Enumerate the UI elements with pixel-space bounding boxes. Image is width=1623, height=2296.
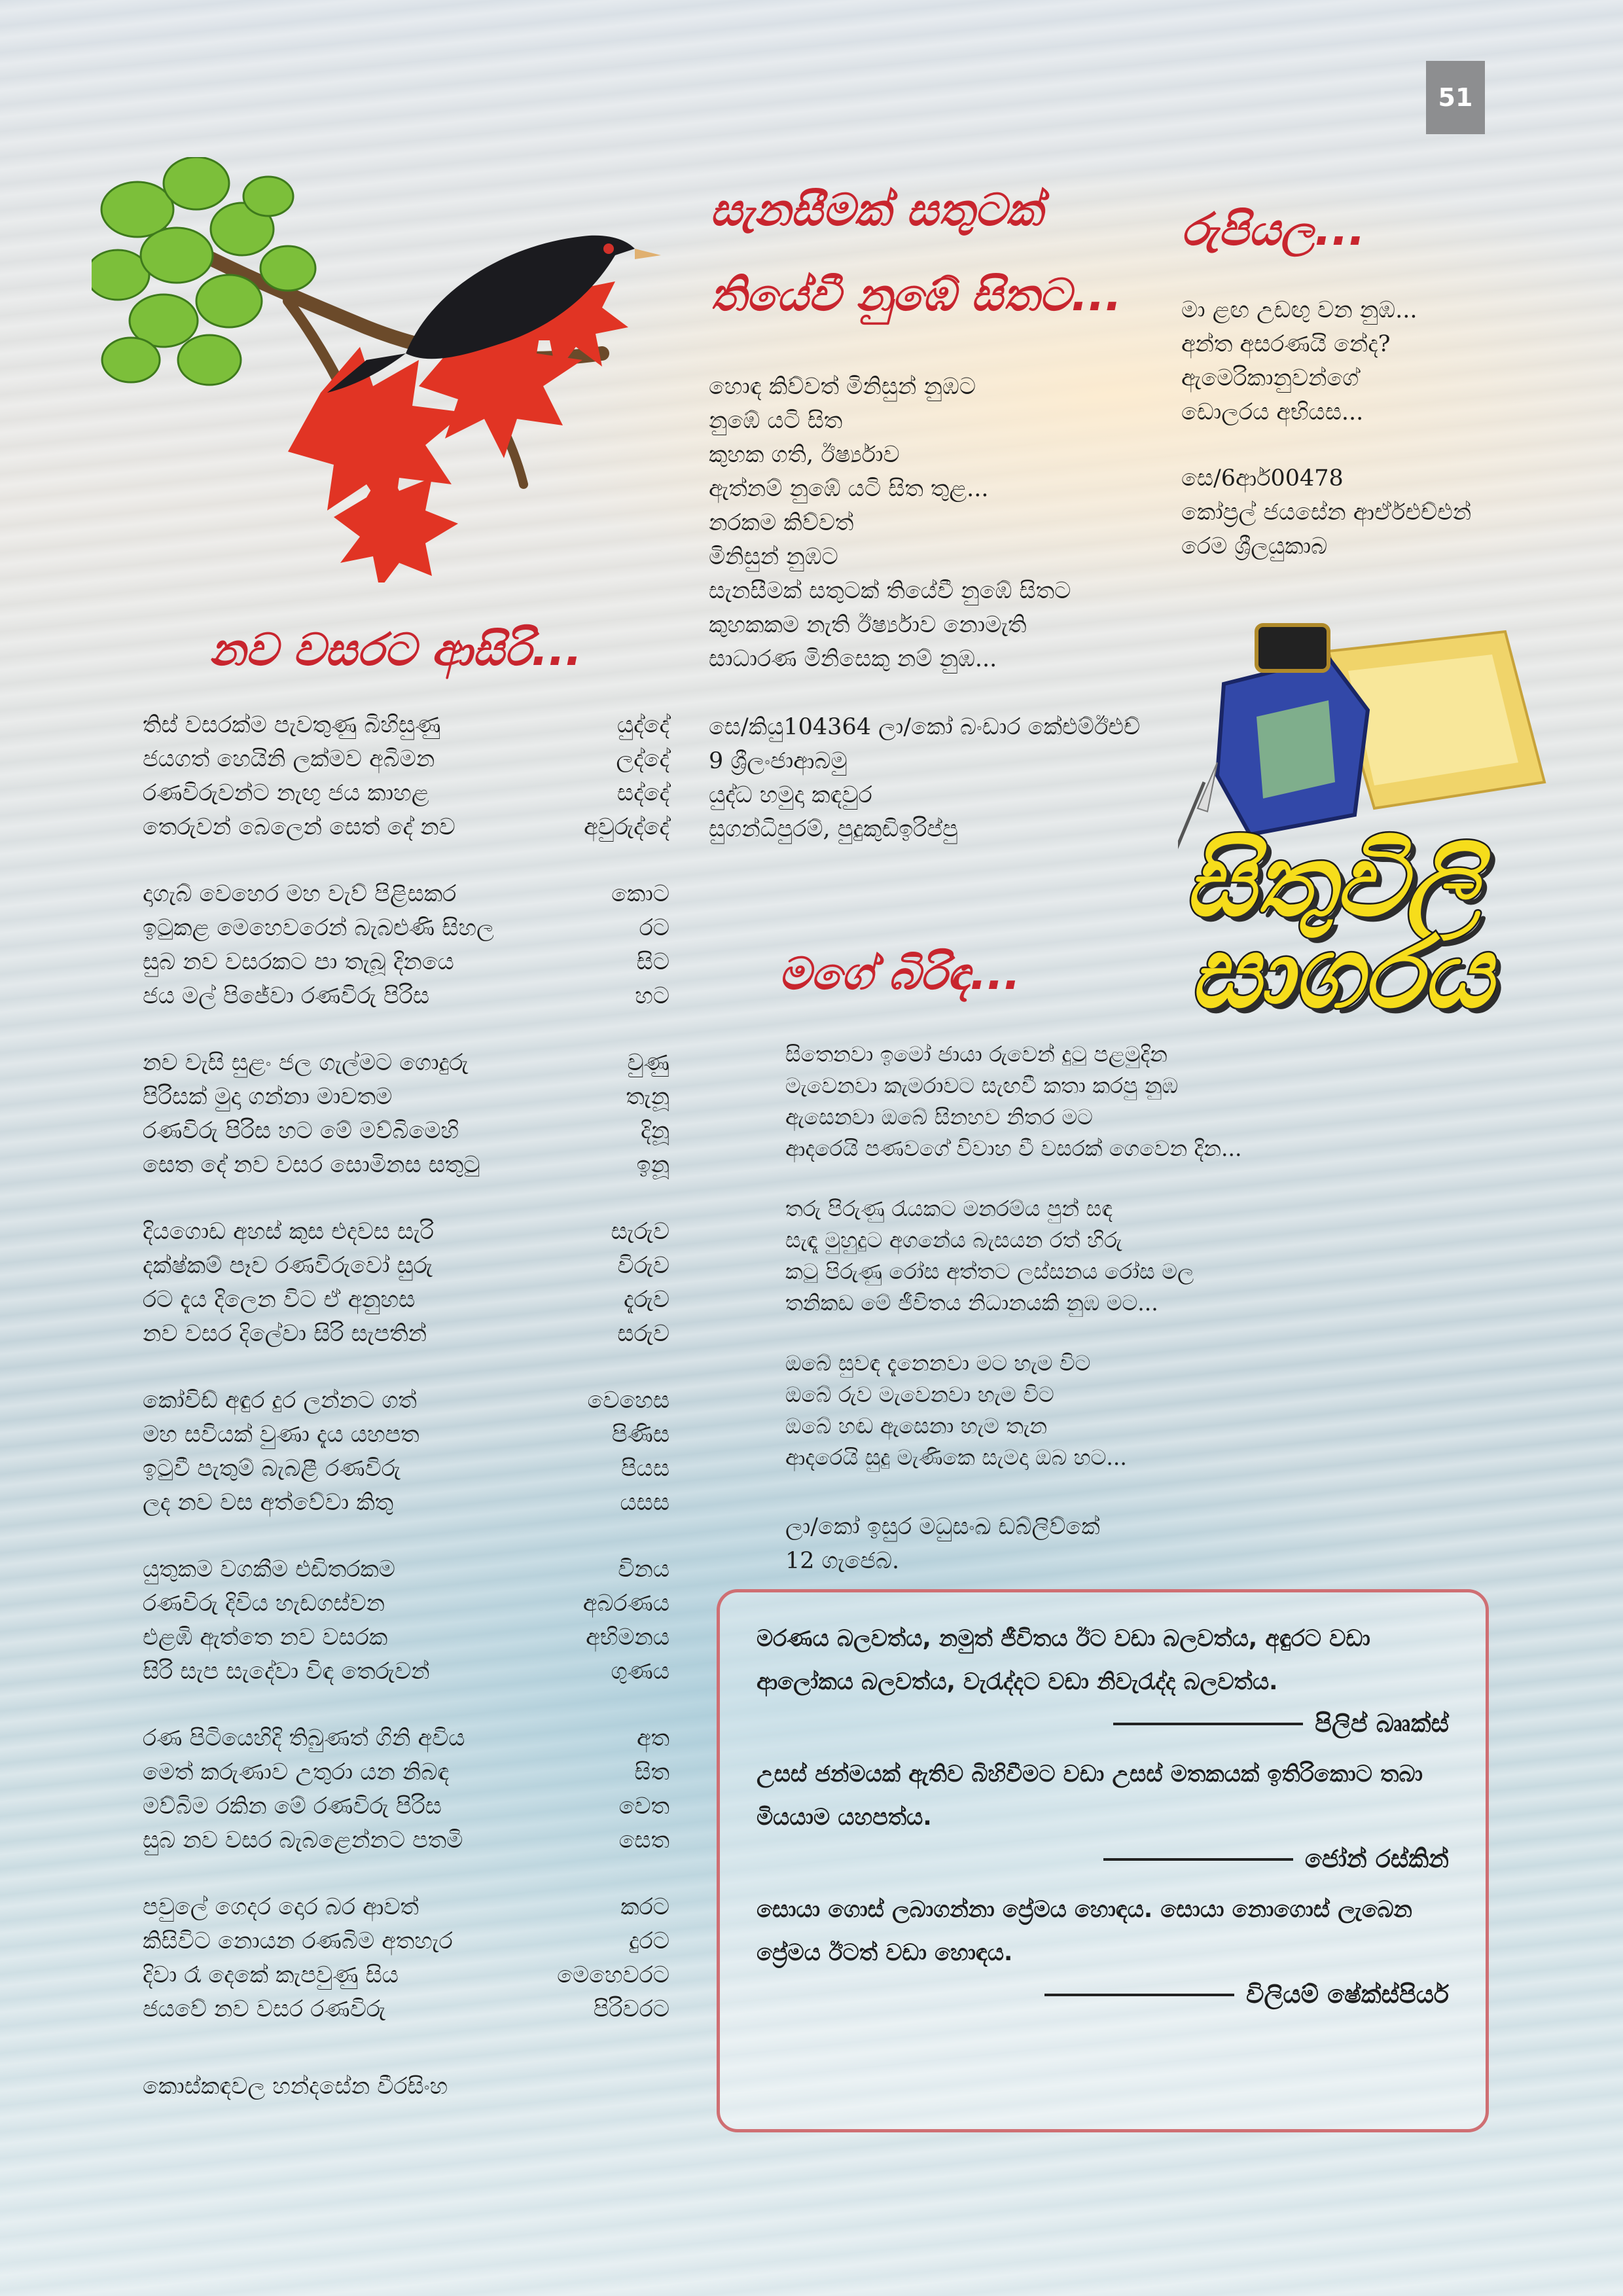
poem-nava-line-text: ඉටුකළ මෙහෙවරෙන් බැබළුණි සිහල [143, 915, 494, 941]
poem-nava-stanza [143, 1384, 669, 1520]
poem-nava-line-rhyme: සෙත [618, 1827, 669, 1854]
poem-nava-line [143, 1890, 669, 1924]
poem-rupiyala-line: ඩොලරය අභියස... [1181, 399, 1364, 425]
poem-rupiyala-body [1181, 293, 1417, 429]
poem-nava-line-rhyme: අවුරුද්දේ [584, 814, 669, 840]
poem-nava-line-rhyme: තැනූ [626, 1084, 669, 1110]
poem-birinda-stanza [785, 1193, 1242, 1319]
poem-nava-line-rhyme: පියස [620, 1456, 669, 1482]
poem-senasim-author-line: සුගන්ධිපුරම්, පුදුකුඩිඉරිප්පු [709, 816, 958, 842]
poem-nava-line-rhyme: විනය [618, 1556, 669, 1583]
poem-rupiyala-line: අන්ත අසරණයි නේද? [1181, 331, 1391, 357]
poem-senasim-line: සාධාරණ මිනිසෙකු නම් නුඹ... [709, 646, 997, 672]
poem-nava-line-rhyme: ලද්දේ [616, 746, 669, 772]
poem-senasim-line: කුහක ගති, ඊර්ෂ්‍යාව [709, 442, 900, 468]
poem-rupiyala-author [1181, 461, 1471, 564]
quote-author-name: පිලිප් බෲක්ස් [1315, 1709, 1449, 1738]
poem-nava-line-text: රණ පිටියෙහිදි තිබුණත් ගිනි අවිය [143, 1725, 465, 1751]
poem-nava-line [143, 1486, 669, 1520]
poem-senasim-title-2: තියේවී නුඹේ සිතට... [710, 270, 1122, 321]
quote-author-rule [1044, 1994, 1234, 1996]
poem-nava-line [143, 1552, 669, 1587]
poem-nava-title: නව වසරට ආසිරි... [209, 624, 582, 676]
poem-nava-author: කොස්කඳවල හන්දසේන වීරසිංහ [143, 2073, 448, 2100]
poem-nava-line [143, 1215, 669, 1249]
poem-birinda-line: තරු පිරුණු රැයකට මනරම්ය පුන් සඳ [785, 1196, 1113, 1221]
poem-nava-stanza [143, 708, 669, 844]
poem-rupiyala-title: රුපියල... [1181, 204, 1366, 256]
poem-nava-stanza [143, 1215, 669, 1351]
poem-nava-line-text: මහ සවියක් වුණා දැය යහපත [143, 1422, 419, 1448]
poem-nava-stanza [143, 1890, 669, 2026]
poem-nava-stanza [143, 1046, 669, 1182]
poem-nava-stanza [143, 1721, 669, 1857]
quote-author-name: ජෝන් රස්කින් [1304, 1844, 1449, 1873]
poem-nava-line [143, 1046, 669, 1080]
poem-nava-line [143, 1249, 669, 1283]
quote-text: උසස් ජන්මයක් ඇතිව බිහිවීමට වඩා උසස් මතකයක් ඉතිරිකොට තබා මියයාම යහපත්ය. [757, 1761, 1423, 1831]
poem-birinda-title: මගේ බිරිඳ... [779, 948, 1021, 1000]
page-number: 51 [1426, 61, 1485, 134]
poem-nava-line [143, 1114, 669, 1148]
poem-senasim-author-line: යුද්ධ හමුදා කඳවුර [709, 782, 872, 808]
poem-rupiyala-line: මා ළඟ උඩඟු වන නුඹ... [1181, 297, 1418, 323]
poem-nava-stanza [143, 1552, 669, 1689]
poem-nava-line [143, 742, 669, 776]
poem-nava-line-text: රණවිරු දිවිය හැඩගස්වන [143, 1590, 385, 1617]
poem-nava-line-rhyme: වුණු [627, 1050, 669, 1076]
poem-senasim-line: සැනසීමක් සතුටක් තියේවී නුඹේ සිතට [709, 578, 1071, 604]
poem-nava-line-text: ඉටුවී පැතුම් බැබළී රණවිරු [143, 1456, 401, 1482]
poem-senasim-title-1: සැනසීමක් සතුටක් [710, 185, 1043, 236]
poem-senasim-line: හොඳ කිව්වත් මිනිසුන් නුඹට [709, 374, 976, 400]
poem-nava-line-text: කිසිවිට නොයන රණබිම අතහැර [143, 1928, 453, 1954]
poem-nava-line [143, 1958, 669, 1992]
poem-nava-line-rhyme: සද්දේ [616, 780, 669, 806]
logo-sithuvili-line-1: සිතුවිලි [1185, 825, 1480, 939]
poem-nava-line-rhyme: වෙත [618, 1793, 669, 1820]
poem-birinda-line: ආදරෙයි සුදු මැණිකෙ සැමදා ඔබ හට... [785, 1444, 1127, 1470]
poem-nava-line-rhyme: පිරිවරට [593, 1996, 669, 2022]
poem-birinda-line: මැවෙනවා කැමරාවට සැඟවී කතා කරපු නුඹ [785, 1073, 1179, 1098]
poem-nava-body [143, 708, 669, 2059]
poem-nava-line [143, 979, 669, 1013]
bird-branch-illustration [92, 157, 707, 583]
poem-nava-line-rhyme: විරුව [617, 1253, 669, 1279]
poem-nava-line-text: එළඹි ඇත්තෙ නව වසරක [143, 1624, 388, 1651]
poem-birinda-line: ඔබේ සුවඳ දැනෙනවා මට හැම විට [785, 1350, 1091, 1376]
poem-nava-line-rhyme: දිනූ [641, 1118, 669, 1144]
quote-author [757, 1980, 1449, 2009]
poem-nava-line-text: දිවා රෑ දෙකේ කැපවුණු සිය [143, 1962, 399, 1988]
poem-nava-line [143, 1655, 669, 1689]
poem-nava-line-text: ජයවේ නව වසර රණවිරු [143, 1996, 386, 2022]
poem-nava-line [143, 1924, 669, 1958]
poem-senasim-body [709, 370, 1071, 676]
poem-rupiyala-author-line: කෝප්‍රල් ජයසේන ආර්ඒඑච්එන් [1181, 499, 1472, 526]
poem-birinda-author [785, 1510, 1100, 1578]
poem-nava-line [143, 810, 669, 844]
poem-birinda-line: කටු පිරුණු රෝස අත්තට ලස්සනය රෝස මල [785, 1259, 1194, 1284]
poem-nava-line-rhyme: හට [635, 983, 669, 1009]
poem-nava-line [143, 1317, 669, 1351]
poem-nava-line [143, 1384, 669, 1418]
poem-birinda-line: තනිකඩ මේ ජීවිතය නිධානයකි නුඹ මට... [785, 1290, 1158, 1316]
quote-author [757, 1844, 1449, 1874]
poem-nava-line-text: තිස් වසරක්ම පැවතුණු බිහිසුණු [143, 712, 441, 738]
poem-nava-line-text: සුබ නව වසරකට පා තැබූ දිනයෙ [143, 949, 454, 975]
poem-nava-line-text: නව වසර දිලේවා සිරි සැපතින් [143, 1321, 427, 1347]
poem-nava-line-text: නව වැසි සුළං ජල ගැල්මට ගොදුරු [143, 1050, 469, 1076]
poem-birinda-line: ආදරෙයි පණවගේ විවාහ වී වසරක් ගෙවෙන දින... [785, 1136, 1242, 1161]
poem-nava-stanza [143, 877, 669, 1013]
poem-nava-line-text: දියගොඩ අහස් කුස එදවස සැරි [143, 1219, 435, 1245]
poem-nava-line-rhyme: යුද්දේ [616, 712, 669, 738]
poem-nava-line [143, 1080, 669, 1114]
poem-nava-line-text: දාගැබ් වෙහෙර මහ වැව් පිළිසකර [143, 881, 457, 907]
quote-text: සොයා ගොස් ලබාගන්නා ප්‍රේමය හොඳය. සොයා නොගොස් ලැබෙන ප්‍රේමය ඊටත් වඩා හොඳය. [757, 1897, 1412, 1966]
poem-nava-line [143, 776, 669, 810]
quote-author-rule [1103, 1858, 1293, 1861]
poem-senasim-author [709, 710, 1140, 846]
poem-birinda-line: ඇසෙනවා ඔබේ සිනහව නිතර මට [785, 1104, 1093, 1130]
poem-birinda-stanza [785, 1039, 1242, 1164]
poem-nava-line-rhyme: දැරුව [624, 1287, 669, 1313]
poem-nava-line-rhyme: මෙහෙවරට [557, 1962, 669, 1988]
poem-nava-line-text: දක්ෂ්කම් පෑව රණවිරුවෝ සුරු [143, 1253, 433, 1279]
poem-nava-line-text: තෙරුවන් බෙලෙන් සෙත් දේ නව [143, 814, 455, 840]
poem-nava-line-rhyme: දුරට [629, 1928, 669, 1954]
poem-rupiyala-author-line: රෙම ශ්‍රීලයුකාබ [1181, 533, 1328, 560]
poem-nava-line-text: රණවිරුවන්ට නැඟු ජය කාහළ [143, 780, 429, 806]
poem-nava-line-text: ජයගත් හෙයිනි ලක්මව අබිමන [143, 746, 435, 772]
poem-nava-line-text: රණවිරු පිරිස හට මේ මව්බිමෙහි [143, 1118, 459, 1144]
poem-senasim-line: ඇත්නම් නුඹේ යටි සිත තුළ... [709, 476, 989, 502]
poem-nava-line-rhyme: අභිමනය [586, 1624, 669, 1651]
poem-senasim-line: මිනිසුන් නුඹට [709, 544, 838, 570]
poem-birinda-line: සැඳෑ මුහුදුට අගනේය බැසයන රත් හිරු [785, 1227, 1122, 1253]
poem-nava-line-rhyme: සරුව [617, 1321, 669, 1347]
poem-nava-line-text: සිරි සැප සැදේවා විඳ තෙරුවන් [143, 1659, 430, 1685]
poem-nava-line [143, 1721, 669, 1755]
poem-nava-line-rhyme: යසස [620, 1490, 669, 1516]
poem-birinda-author-line: 12 ගැජෙබ. [785, 1548, 900, 1574]
poem-nava-line [143, 1992, 669, 2026]
quote-text: මරණය බලවත්ය, නමුත් ජීවිතය ඊට වඩා බලවත්ය, අඳුරට වඩා ආලෝකය බලවත්ය, වැරැද්දට වඩා නිවැරැද්ද බලවත්ය. [757, 1626, 1370, 1695]
poem-birinda-line: සිතෙනවා ඉමෝ ජායා රුවෙන් දුටු පළමුදින [785, 1041, 1168, 1067]
poem-nava-line-text: පවුලේ ගෙදර දොර බර ආවත් [143, 1894, 419, 1920]
poem-nava-line [143, 1283, 669, 1317]
poem-nava-line [143, 1789, 669, 1823]
poem-rupiyala-line: ඇමෙරිකානුවන්ගේ [1181, 365, 1359, 391]
poem-nava-line [143, 1621, 669, 1655]
poem-senasim-line: නුඹේ යටි සිත [709, 408, 843, 434]
poem-nava-line [143, 945, 669, 979]
poem-nava-line-rhyme: සැරුව [611, 1219, 669, 1245]
poem-nava-line-text: පිරිසක් මුදා ගන්නා මාවතම [143, 1084, 393, 1110]
poem-nava-line [143, 1148, 669, 1182]
poem-nava-line [143, 1452, 669, 1486]
poem-nava-line-text: මෙත් කරුණාව උතුරා යන නිබඳ [143, 1759, 450, 1785]
poem-birinda-body [785, 1039, 1242, 1502]
poem-birinda-line: ඔබේ හඬ ඇසෙනා හැම තැන [785, 1413, 1048, 1439]
poem-nava-line-text: සෙත දේ නව වසර සොමිනස සතුටු [143, 1152, 480, 1178]
poem-nava-line-text: යුතුකම වගකීම එඩිතරකම [143, 1556, 395, 1583]
quote-author-rule [1113, 1723, 1303, 1725]
poem-rupiyala-author-line: සෙ/6ආර්00478 [1181, 465, 1344, 492]
poem-nava-line-text: රට දැය දිලෙන විට ඒ අනුහස [143, 1287, 416, 1313]
poem-nava-line-text: මව්බිම රකින මේ රණවිරු පිරිස [143, 1793, 442, 1820]
poem-senasim-line: නරකම කිව්වත් [709, 510, 854, 536]
poem-nava-line-text: ලද නව වස අත්වේවා කිතු [143, 1490, 394, 1516]
poem-nava-line [143, 1755, 669, 1789]
quote-author-name: විලියම් ෂේක්ස්පියර් [1246, 1980, 1449, 2009]
poem-nava-line-rhyme: රට [639, 915, 669, 941]
poem-nava-line-text: කෝවිඩ් අඳුර දුර ලන්නට ගත් [143, 1388, 417, 1414]
poem-nava-line [143, 1418, 669, 1452]
poem-senasim-author-line: සෙ/කියු104364 ලා/කෝ බංඩාර කේඑම්ඊඑච් [709, 714, 1141, 740]
poem-nava-line [143, 877, 669, 911]
poem-senasim-line: කුහකකම නැති ඊර්ෂ්‍යාව නොමැති [709, 612, 1027, 638]
quote-author [757, 1709, 1449, 1738]
logo-sithuvili-line-2: සාගරය [1190, 916, 1493, 1030]
poem-birinda-line: ඔබේ රුව මැවෙනවා හැම විට [785, 1382, 1054, 1407]
poem-nava-line-rhyme: ගුණය [611, 1659, 669, 1685]
poem-nava-line-rhyme: සිට [636, 949, 669, 975]
poem-birinda-author-line: ලා/කෝ ඉසුර මධුසංඛ ඩබ්ලිව්කේ [785, 1514, 1100, 1540]
quotes-box [717, 1589, 1489, 2132]
poem-senasim-author-line: 9 ශ්‍රීලංජාආබමු [709, 748, 847, 774]
poem-nava-line-rhyme: වෙහෙස [587, 1388, 669, 1414]
poem-nava-line [143, 708, 669, 742]
poem-nava-line-rhyme: කොට [611, 881, 669, 907]
poem-nava-line-text: සුබ නව වසර බැබළෙන්නට පතමි [143, 1827, 463, 1854]
poem-nava-line-text: ජය මල් පිජේවා රණවිරු පිරිස [143, 983, 430, 1009]
poem-nava-line [143, 1587, 669, 1621]
poem-nava-line [143, 911, 669, 945]
poem-nava-line-rhyme: ඉනූ [636, 1152, 669, 1178]
poem-nava-line-rhyme: පිණිස [611, 1422, 669, 1448]
poem-birinda-stanza [785, 1348, 1242, 1473]
poem-nava-line-rhyme: කරට [620, 1894, 669, 1920]
poem-nava-line [143, 1823, 669, 1857]
poem-nava-line-rhyme: සිත [634, 1759, 669, 1785]
poem-nava-line-rhyme: අත [637, 1725, 669, 1751]
poem-nava-line-rhyme: අබරණය [582, 1590, 669, 1617]
